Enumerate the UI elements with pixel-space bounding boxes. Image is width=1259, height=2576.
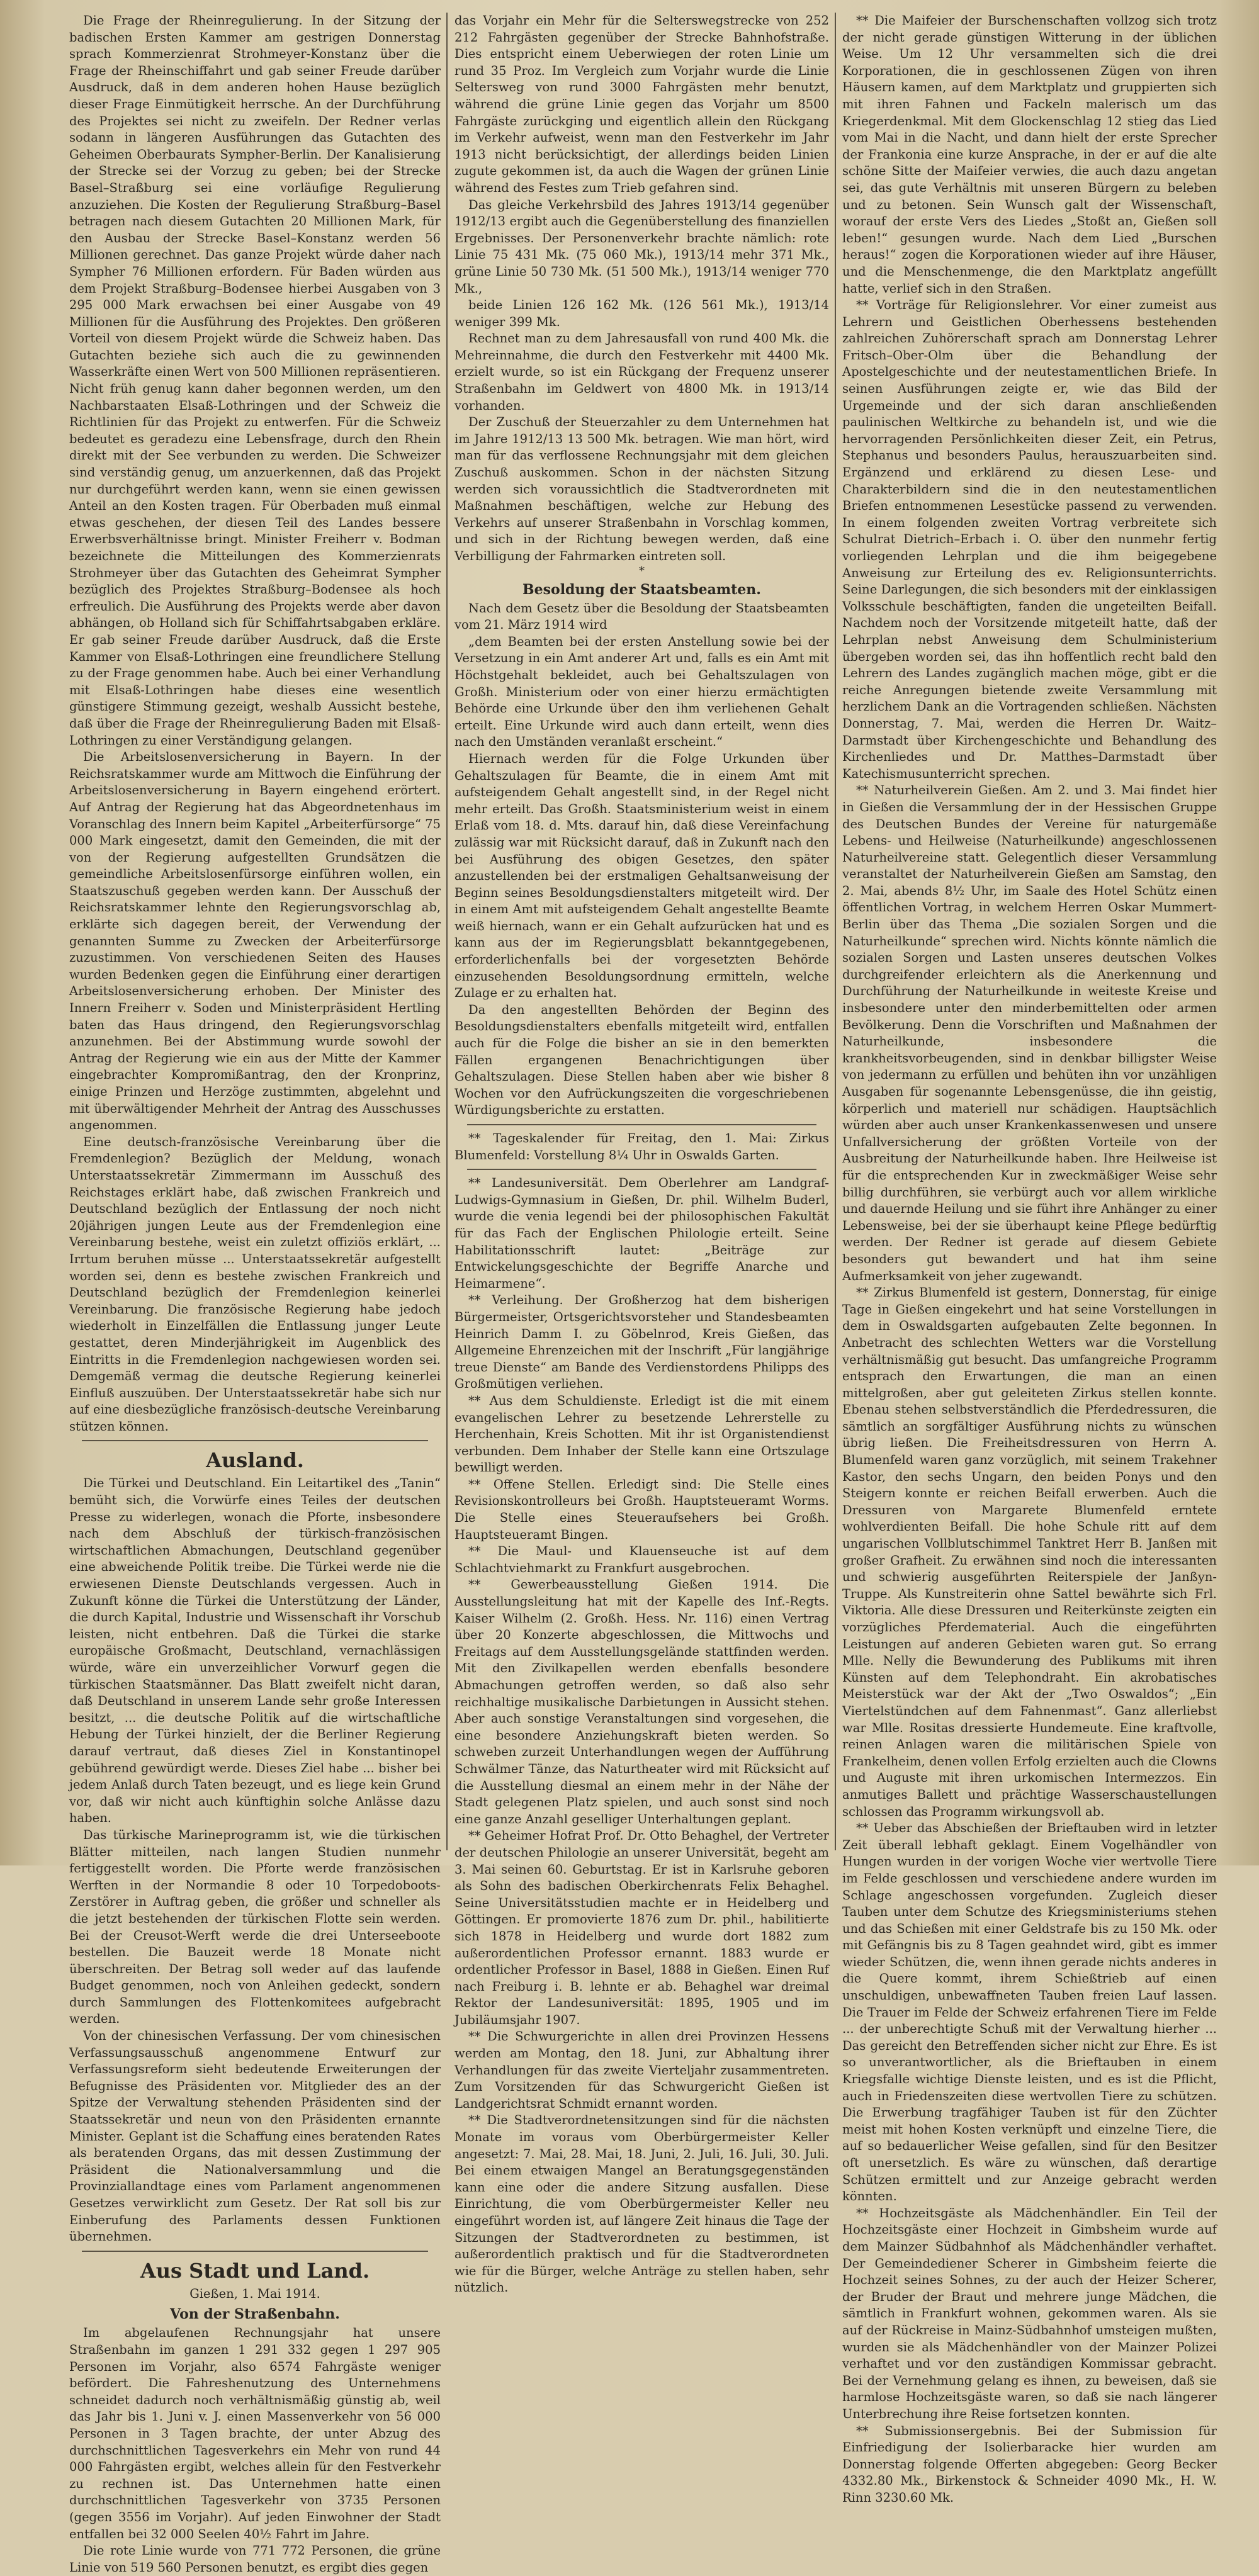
section-rule	[82, 2251, 428, 2252]
column-divider	[835, 13, 836, 1850]
column-divider	[446, 13, 448, 1850]
item-submissionsergebnis: ** Submissionsergebnis. Bei der Submission für Einfriedigung der Isolierbaracke hier wurden am Donnerstag folgende Offerten abgegeben: Georg Becker 4332.80 Mk., Birkenstock & Schneider 4090 Mk., H. W. Rinn 3230.60 Mk.	[842, 2423, 1217, 2505]
item-maifeier: ** Die Maifeier der Burschenschaften vollzog sich trotz der nicht gerade günstigen Witterung in der üblichen Weise. Um 12 Uhr versammelten sich die drei Korporationen, die in geschlossenen Zügen von ihren Häusern kamen, auf dem Marktplatz und gruppierten sich mit ihren Fahnen und Fackeln malerisch um das Kriegerdenkmal. Mit dem Glockenschlag 12 stieg das Lied vom Mai in die Nacht, und dann hielt der erste Sprecher der Frankonia eine kurze Ansprache, in der er auf die alte schöne Sitte der Maifeier verwies, die auch dazu angetan sei, das gute Verhältnis mit unseren Bürgern zu beleben und zu betonen. Sein Wunsch galt der Wissenschaft, worauf der erste Vers des Liedes „Stoßt an, Gießen soll leben!“ gesungen wurde. Nach dem Lied „Burschen heraus!“ zogen die Korporationen wieder auf ihre Häuser, und die Menschenmenge, die den Marktplatz angefüllt hatte, verlief sich in den Straßen.	[842, 13, 1217, 296]
item-religionslehrer: ** Vorträge für Religionslehrer. Vor einer zumeist aus Lehrern und Geistlichen Oberhessens bestehenden zahlreichen Zuhörerschaft sprach am Donnerstag Lehrer Fritsch–Ober-Olm über die Behandlung der Apostelgeschichte und der neutestamentlichen Briefe. In seinen Ausführungen zeigte er, wie das Bild der Urgemeinde und der sich daran anschließenden paulinischen Weltkirche zu behandeln ist, und wie die hervorragenden Persönlichkeiten dieser Zeit, ein Petrus, Stephanus und besonders Paulus, herauszuarbeiten sind. Ergänzend und erklärend zu diesen Lese- und Charakterbildern sind die in den neutestamentlichen Briefen entnommenen Lesestücke passend zu verwenden. In einem folgenden zweiten Vortrag verbreitete sich Schulrat Dietrich–Erbach i. O. über den nunmehr fertig vorliegenden Lehrplan und die ihm beigegebene Anweisung zur Erteilung des ev. Religionsunterrichts. Seine Darlegungen, die sich besonders mit der einklassigen Volksschule beschäftigten, fanden die ungeteilten Beifall. Nachdem noch der Vorsitzende mitgeteilt hatte, daß der Lehrplan nebst Anweisung dem Schulministerium übergeben worden sei, das ihn hoffentlich recht bald den Lehrern des Landes zugänglich machen möge, gibt er die reiche Anregungen bietende zweite Versammlung mit herzlichem Dank an die Vortragenden schließen. Nächsten Donnerstag, 7. Mai, werden die Herren Dr. Waitz–Darmstadt über Kirchengeschichte und Behandlung des Kirchenliedes und Dr. Matthes–Darmstadt über Katechismusunterricht sprechen.	[842, 298, 1217, 781]
section-title-ausland: Ausland.	[206, 1448, 304, 1473]
article-besoldung-quote: „dem Beamten bei der ersten Anstellung sowie bei der Versetzung in ein Amt anderer Art und, falls es ein Amt mit Höchstgehalt bekleidet, auch bei Gehaltszulagen von Großh. Ministerium oder von einer hierzu ermächtigten Behörde eine Urkunde über den ihm verliehenen Gehalt erteilt. Eine Urkunde wird auch dann erteilt, wenn dies nach den Umständen veranlaßt erscheint.“	[454, 634, 829, 750]
article-strassenbahn-5: beide Linien 126 162 Mk. (126 561 Mk.), 1913/14 weniger 399 Mk.	[454, 298, 829, 329]
item-naturheilverein: ** Naturheilverein Gießen. Am 2. und 3. Mai findet hier in Gießen die Versammlung der in der Hessischen Gruppe des Deutschen Bundes der Vereine für naturgemäße Lebens- und Heilweise (Naturheilkunde) angeschlossenen Naturheilvereine statt. Gelegentlich dieser Versammlung veranstaltet der Naturheilverein Gießen am Samstag, den 2. Mai, abends 8½ Uhr, im Saale des Hotel Schütz einen öffentlichen Vortrag, in welchem Herren Oskar Mummert-Berlin über das Thema „Die sozialen Sorgen und die Naturheilkunde“ sprechen wird. Nichts könnte nämlich die sozialen Sorgen und Lasten unseres deutschen Volkes durchgreifender erleichtern als die Anerkennung und Durchführung der Naturheilkunde in weiteste Kreise und insbesondere unter den minderbemittelten oder armen Bevölkerung. Denn die Vorschriften und Maßnahmen der Naturheilkunde, insbesondere die krankheitsvorbeugenden, sind in denkbar billigster Weise von jedermann zu erfüllen und behüten ihn vor unzähligen Ausgaben für sogenannte Lebensgenüsse, die ihn geistig, körperlich und materiell nur schädigen. Hauptsächlich würden aber auch unser Krankenkassenwesen und unsere Unfallversicherung der größten Vorteile von der Ausbreitung der Naturheilkunde haben. Ihre Heilweise ist für die entsprechenden Kur in zweckmäßiger Weise sehr billig durchführen, sie verbürgt auch vor allem wirkliche und dauernde Heilung und sie führt ihre Anhänger zu einer Lebensweise, bei der sie überhaupt keine Pflege bedürftig werden. Der Redner ist gerade auf diesem Gebiete besonders gut bewandert und hat ihm seine Aufmerksamkeit von jeher zugewandt.	[842, 783, 1217, 1283]
article-strassenbahn-1: Im abgelaufenen Rechnungsjahr hat unsere Straßenbahn im ganzen 1 291 332 gegen 1 297 905 Personen im Vorjahr, also 6574 Fahrgäste weniger befördert. Die Fahreshenutzung des Unternehmens schneidet dadurch noch verhältnismäßig günstig ab, weil das Jahr bis 1. Juni v. J. einen Massenverkehr von 56 000 Personen in 3 Tagen brachte, der unter Abzug des durchschnittlichen Tagesverkehrs ein Mehr von rund 44 000 Fahrgästen ergibt, welches allein für den Festverkehr zu rechnen ist. Das Unternehmen hatte einen durchschnittlichen Tagesverkehr von 3735 Personen (gegen 3556 im Vorjahr). Auf jeden Einwohner der Stadt entfallen bei 32 000 Seelen 40½ Fahrt im Jahre.	[69, 2326, 441, 2541]
item-verleihung: ** Verleihung. Der Großherzog hat dem bisherigen Bürgermeister, Ortsgerichtsvorsteher und Standesbeamten Heinrich Damm I. zu Göbelnrod, Kreis Gießen, das Allgemeine Ehrenzeichen mit der Inschrift „Für langjährige treue Dienste“ am Bande des Verdienstordens Philipps des Großmütigen verliehen.	[454, 1293, 829, 1392]
column-right	[842, 13, 1217, 2505]
item-zirkus-blumenfeld: ** Zirkus Blumenfeld ist gestern, Donnerstag, für einige Tage in Gießen eingekehrt und hat seine Vorstellungen in dem in Oswaldsgarten aufgebauten Zelte begonnen. In Anbetracht des schlechten Wetters war die Vorstellung verhältnismäßig gut besucht. Das umfangreiche Programm entsprach den Erwartungen, die man an einen mittelgroßen, aber gut geleiteten Zirkus stellen konnte. Ebenau stehen selbstverständlich die Pferdedressuren, die sämtlich an sorgfältiger Ausführung nichts zu wünschen übrig ließen. Die Freiheitsdressuren von Herrn A. Blumenfeld waren ganz vorzüglich, mit seinem Trakehner Kastor, den sechs Ungarn, den beiden Ponys und den Steigern konnte er reichen Beifall erwerben. Auch die Dressuren von Margarete Blumenfeld erntete wohlverdienten Beifall. Die hohe Schule ritt auf dem ungarischen Vollblutschimmel Tanktret Herr B. Janßen mit großer Grafheit. Zu erwähnen sind noch die interessanten und schwierig ausgeführten Reiterspiele der Janßyn-Truppe. Als Kunstreiterin ohne Sattel bewährte sich Frl. Viktoria. Alle diese Dressuren und Reiterkünste zeigten ein vorzügliches Pferdematerial. Auch die eingeführten Leistungen auf anderen Gebieten waren gut. So errang Mlle. Nelly die Bewunderung des Publikums mit ihren Künsten auf dem Telephondraht. Ein akrobatisches Meisterstück war der Akt der „Two Oswaldos“; „Ein Viertelstündchen auf dem Fahnenmast“. Ganz allerliebst war Mlle. Rositas dressierte Hundemeute. Eine kraftvolle, reinen Anlagen waren die militärischen Spiele von Frankelheim, denen vollen Erfolg erzielten auch die Clowns und Auguste mit ihren urkomischen Intermezzos. Ein anmutiges Ballett und prächtige Wasserschaustellungen schlossen das Programm wirkungsvoll ab.	[842, 1285, 1217, 1819]
article-fremdenlegion: Eine deutsch-französische Vereinbarung über die Fremdenlegion? Bezüglich der Meldung, wonach Unterstaatssekretär Zimmermann im Ausschuß des Reichstages erklärt habe, daß zwischen Frankreich und Deutschland bezüglich der Entlassung der noch nicht 20jährigen jungen Leute aus der Fremdenlegion eine Vereinbarung bestehe, weist ein zuletzt offiziös erklärt, ... Irrtum beruhen müsse ... Unterstaatssekretär aufgestellt worden sei, denn es bestehe zwischen Frankreich und Deutschland bezüglich der Fremdenlegion keinerlei Vereinbarung. Die französische Regierung habe jedoch wiederholt in Einzelfällen die Entlassung junger Leute gestattet, deren Minderjährigkeit im Augenblick des Eintritts in die Fremdenlegion nachgewiesen worden sei. Demgemäß vermag die deutsche Regierung keinerlei Einfluß auszuüben. Der Unterstaatssekretär habe sich nur auf eine diesbezügliche französisch-deutsche Vereinbarung stützen können.	[69, 1134, 441, 1434]
article-strassenbahn-6: Rechnet man zu dem Jahresausfall von rund 400 Mk. die Mehreinnahme, die durch den Festverkehr mit 4400 Mk. erzielt wurde, so ist ein Rückgang der Frequenz unserer Straßenbahn im Geldwert von 4800 Mk. in 1913/14 vorhanden.	[454, 331, 829, 413]
article-strassenbahn-3: das Vorjahr ein Mehr für die Selterswegstrecke von 252 212 Fahrgästen gegenüber der Strecke Bahnhofstraße. Dies entspricht einem Ueberwiegen der roten Linie um rund 35 Proz. Im Vergleich zum Vorjahr wurde die Linie Seltersweg von rund 3000 Fahrgästen mehr benutzt, während die grüne Linie gegen das Vorjahr um 8500 Fahrgäste zurückging und eigentlich allein den Rückgang im Verkehr aufweist, wenn man den Festverkehr im Jahr 1913 nicht berücksichtigt, der allerdings beiden Linien zugute gekommen ist, da auch die Wagen der grünen Linie während des Festes zum Trieb gefahren sind.	[454, 13, 829, 195]
item-schuldienst: ** Aus dem Schuldienste. Erledigt ist die mit einem evangelischen Lehrer zu besetzende Lehrerstelle zu Herchenhain, Kreis Schotten. Mit ihr ist Organistendienst verbunden. Dem Inhaber der Stelle kann eine Ortszulage bewilligt werden.	[454, 1393, 829, 1475]
article-strassenbahn-7: Der Zuschuß der Steuerzahler zu dem Unternehmen hat im Jahre 1912/13 13 500 Mk. betragen. Wie man hört, wird man für das verflossene Rechnungsjahr mit dem gleichen Zuschuß auskommen. Schon in der nächsten Sitzung werden sich voraussichtlich die Stadtverordneten mit Maßnahmen beschäftigen, welche zur Hebung des Verkehrs auf unserer Straßenbahn in Vorschlag kommen, und sich in der Richtung bewegen werden, daß eine Verbilligung der Fahrmarken eintreten soll.	[454, 415, 829, 563]
item-offene-stellen: ** Offene Stellen. Erledigt sind: Die Stelle eines Revisionskontrolleurs bei Großh. Hauptsteueramt Worms. Die Stelle eines Steueraufsehers bei Großh. Hauptsteueramt Bingen.	[454, 1476, 829, 1542]
article-besoldung-3: Da den angestellten Behörden der Beginn des Besoldungsdienstalters ebenfalls mitgeteilt wird, entfallen auch für die Folge die bisher an sie in den bemerkten Fällen ergangenen Benachrichtigungen über Gehaltszulagen. Diese Stellen haben aber wie bisher 8 Wochen vor den Aufrückungszeiten die vorgeschriebenen Würdigungsberichte zu erstatten.	[454, 1002, 829, 1118]
item-brieftauben: ** Ueber das Abschießen der Brieftauben wird in letzter Zeit überall lebhaft geklagt. Einem Vogelhändler von Hungen wurden in der vorigen Woche vier wertvolle Tiere im Felde geschlossen und verschiedene andere wurden im Schlage angeschossen vorgefunden. Zugleich dieser Tauben unter dem Schutze des Kriegsministeriums stehen und das Schießen mit einer Geldstrafe bis zu 150 Mk. oder mit Gefängnis bis zu 8 Tagen geahndet wird, gibt es immer wieder Schützen, die, wenn ihnen gerade nichts anderes in die Quere kommt, ihrem Schießtrieb auf einen unschuldigen, unbewaffneten Tauben freien Lauf lassen. Die Trauer im Felde der Schweiz erfahrenen Tiere im Felde ... der unberechtigte Schuß mit der Verwaltung hierher ... Das gereicht den Betreffenden sicher nicht zur Ehre. Es ist so unverantwortlicher, als die Brieftauben in einem Kriegsfalle wichtige Dienste leisten, und es ist die Pflicht, auch in Friedenszeiten diese wertvollen Tiere zu schützen. Die Erwerbung tragfähiger Tauben ist für den Züchter meist mit hohen Kosten verknüpft und einzelne Tiere, die auf so bedauerlicher Weise gefallen, sind für den Besitzer oft unersetzlich. Es wäre zu wünschen, daß derartige Schützen ermittelt und zur Anzeige gebracht werden könnten.	[842, 1821, 1217, 2204]
article-arbeitslosenversicherung: Die Arbeitslosenversicherung in Bayern. In der Reichsratskammer wurde am Mittwoch die Einführung der Arbeitslosenversicherung in Bayern eingehend erörtert. Auf Antrag der Regierung hat das Abgeordnetenhaus im Voranschlag des Innern beim Kapitel „Arbeiterfürsorge“ 75 000 Mark eingesetzt, damit den Gemeinden, die mit der von der Regierung aufgestellten Grundsätzen die gemeindliche Arbeitslosenfürsorge einführen wollen, ein Staatszuschuß gegeben werden kann. Der Ausschuß der Reichsratskammer lehnte den Regierungsvorschlag ab, erklärte sich dagegen bereit, der Verwendung der genannten Summe zu Zwecken der Arbeiterfürsorge zuzustimmen. Von verschiedenen Seiten des Hauses wurden Bedenken gegen die Einführung einer derartigen Arbeitslosenversicherung erhoben. Der Minister des Innern Freiherr v. Soden und Ministerpräsident Hertling baten das Haus dringend, den Regierungsvorschlag anzunehmen. Bei der Abstimmung wurde sowohl der Antrag der Regierung wie ein aus der Mitte der Kammer eingebrachter Kompromißantrag, den der Kronprinz, einige Prinzen und Herzöge zustimmten, abgelehnt und mit überwältigender Mehrheit der Antrag des Ausschusses angenommen.	[69, 750, 441, 1133]
item-gewerbeausstellung: ** Gewerbeausstellung Gießen 1914. Die Ausstellungsleitung hat mit der Kapelle des Inf.-Regts. Kaiser Wilhelm (2. Großh. Hess. Nr. 116) einen Vertrag über 20 Konzerte abgeschlossen, die Mittwochs und Freitags auf dem Ausstellungsgelände stattfinden werden. Mit den Zivilkapellen werden ebenfalls besondere Abmachungen getroffen werden, so daß also sehr reichhaltige musikalische Darbietungen in Aussicht stehen. Aber auch sonstige Veranstaltungen sind vorgesehen, die eine besondere Anziehungskraft bieten werden. So schweben zurzeit Unterhandlungen wegen der Aufführung Schwälmer Tänze, das Naturtheater wird mit Rücksicht auf die Ausstellung diesmal an einem mehr in der Nähe der Stadt gelegenen Platz spielen, und auch sonst sind noch eine ganze Anzahl geselliger Unterhaltungen geplant.	[454, 1577, 829, 1826]
article-marineprogramm: Das türkische Marineprogramm ist, wie die türkischen Blätter mitteilen, nach langen Studien nunmehr fertiggestellt worden. Die Pforte werde französischen Werften in der Normandie 8 oder 10 Torpedoboots-Zerstörer in Auftrag geben, die größer und schneller als die jetzt bestehenden der türkischen Flotte sein werden. Bei der Creusot-Werft werde die drei Unterseeboote bestellen. Die Bauzeit werde 18 Monate nicht überschreiten. Der Betrag soll weder auf das laufende Budget genommen, noch von Anleihen gedeckt, sondern durch Sammlungen des Flottenkomitees aufgebracht werden.	[69, 1827, 441, 2027]
separator-star: *	[639, 564, 645, 578]
section-title-stadt-und-land: Aus Stadt und Land.	[140, 2258, 370, 2283]
article-tuerkei-deutschland: Die Türkei und Deutschland. Ein Leitartikel des „Tanin“ bemüht sich, die Vorwürfe eines Teiles der deutschen Presse zu widerlegen, wonach die Pforte, insbesondere nach dem Abschluß der türkisch-französischen wirtschaftlichen Abmachungen, Deutschland gegenüber eine abweichende Politik treibe. Die Türkei werde nie die erwiesenen Dienste Deutschlands vergessen. Auch in Zukunft könne die Türkei die Unterstützung der Länder, die durch Kapital, Industrie und Wissenschaft ihr Vorschub leisten, nicht entbehren. Daß die Türkei die starke europäische Großmacht, Deutschland, vernachlässigen würde, wäre ein unverzeihlicher Vorwurf gegen die türkischen Staatsmänner. Das Blatt zweifelt nicht daran, daß Deutschland in unserem Lande sehr große Interessen besitzt, ... die deutsche Politik auf die wirtschaftliche Hebung der Türkei hinzielt, der die Berliner Regierung darauf vertraut, daß dieses Ziel in Konstantinopel gebührend gewürdigt werde. Dieses Ziel habe ... bisher bei jedem Anlaß durch Taten bezeugt, und es liege kein Grund vor, daß wir nicht auch künftighin solche Anlässe dazu haben.	[69, 1476, 441, 1826]
item-schwurgerichte: ** Die Schwurgerichte in allen drei Provinzen Hessens werden am Montag, den 18. Juni, zur Abhaltung ihrer Verhandlungen für das zweite Vierteljahr zusammentreten. Zum Vorsitzenden für das Schwurgericht Gießen ist Landgerichtsrat Schmidt ernannt worden.	[454, 2029, 829, 2111]
item-maul-und-klauenseuche: ** Die Maul- und Klauenseuche ist auf dem Schlachtviehmarkt zu Frankfurt ausgebrochen.	[454, 1544, 829, 1575]
page-fold-left	[0, 0, 44, 1865]
article-besoldung-1: Nach dem Gesetz über die Besoldung der Staatsbeamten vom 21. März 1914 wird	[454, 600, 829, 633]
article-strassenbahn-2: Die rote Linie wurde von 771 772 Personen, die grüne Linie von 519 560 Personen benutzt, es ergibt dies gegen	[69, 2543, 441, 2575]
dateline: Gießen, 1. Mai 1914.	[189, 2286, 320, 2301]
article-chinesische-verfassung: Von der chinesischen Verfassung. Der vom chinesischen Verfassungsausschuß angenommene Entwurf zur Verfassungsreform sieht bedeutende Erweiterungen der Befugnisse des Präsidenten vor. Mitglieder des an der Spitze der Verwaltung stehenden Präsidenten sind der Staatssekretär und neun von den Präsidenten ernannte Minister. Geplant ist die Schaffung eines beratenden Rates als beratenden Organs, das mit dessen Zustimmung der Präsident die Nationalversammlung und die Provinziallandtage eines vom Parlament angenommenen Gesetzes verwirklicht zum Gesetz. Der Rat soll bis zur Einberufung des Parlaments dessen Funktionen übernehmen.	[69, 2028, 441, 2244]
item-stadtverordnetensitzungen: ** Die Stadtverordnetensitzungen sind für die nächsten Monate im voraus vom Oberbürgermeister Keller angesetzt: 7. Mai, 28. Mai, 18. Juni, 2. Juli, 16. Juli, 30. Juli. Bei einem etwaigen Mangel an Beratungsgegenständen kann eine oder die andere Sitzung ausfallen. Diese Einrichtung, die vom Oberbürgermeister Keller neu eingeführt worden ist, auf längere Zeit hinaus die Tage der Sitzungen der Stadtverordneten zu bestimmen, ist außerordentlich praktisch und für die Stadtverordneten wie für die Bürger, welche Anträge zu stellen haben, sehr nützlich.	[454, 2113, 829, 2295]
headline-strassenbahn: Von der Straßenbahn.	[170, 2306, 340, 2323]
item-behaghel: ** Geheimer Hofrat Prof. Dr. Otto Behaghel, der Vertreter der deutschen Philologie an unserer Universität, begeht am 3. Mai seinen 60. Geburtstag. Er ist in Karlsruhe geboren als Sohn des badischen Oberkirchenrats Felix Behaghel. Seine Universitätsstudien machte er in Heidelberg und Göttingen. Er promovierte 1876 zum Dr. phil., habilitierte sich 1878 in Heidelberg und wurde dort 1882 zum außerordentlichen Professor ernannt. 1883 wurde er ordentlicher Professor in Basel, 1888 in Gießen. Einen Ruf nach Freiburg i. B. lehnte er ab. Behaghel war dreimal Rektor der Landesuniversität: 1895, 1905 und im Jubiläumsjahr 1907.	[454, 1828, 829, 2027]
section-rule	[82, 1440, 428, 1441]
section-rule	[467, 1124, 816, 1125]
article-besoldung-2: Hiernach werden für die Folge Urkunden über Gehaltszulagen für Beamte, die in einem Amt mit aufsteigendem Gehalt angestellt sind, in der Regel nicht mehr erteilt. Das Großh. Staatsministerium weist in einem Erlaß vom 18. d. Mts. darauf hin, daß diese Vereinfachung zulässig war mit Rücksicht darauf, daß in Zukunft nach den bei Ausführung des obigen Gesetzes, den später anzustellenden bei der erstmaligen Gehaltsanweisung der Beginn seines Besoldungsdienstalters mitgeteilt wird. Der in einem Amt mit aufsteigendem Gehalt angestellte Beamte weiß hiernach, wann er ein Gehalt aufzurücken hat und es kann aus der im Regierungsblatt bekanntgegebenen, erforderlichenfalls bei der vorgesetzten Behörde einzusehenden Besoldungsordnung ermitteln, welche Zulage er zu erhalten hat.	[454, 751, 829, 1001]
column-left	[69, 13, 441, 2575]
article-rheinregulierung: Die Frage der Rheinregulierung. In der Sitzung der badischen Ersten Kammer am gestrigen Donnerstag sprach Kommerzienrat Strohmeyer-Konstanz über die Frage der Rheinschiffahrt und gab seiner Freude darüber Ausdruck, daß in dem anderen hohen Hause bezüglich dieser Frage Einmütigkeit herrsche. An der Durchführung des Projektes sei nicht zu zweifeln. Der Redner verlas sodann in längeren Ausführungen das Gutachten des Geheimen Oberbaurats Sympher-Berlin. Der Kanalisierung der Strecke sei der Vorzug zu geben; bei der Strecke Basel–Straßburg sei eine vorläufige Regulierung anzuziehen. Die Kosten der Regulierung Straßburg–Basel betragen nach diesem Gutachten 20 Millionen Mark, für den Ausbau der Strecke Basel–Konstanz werden 56 Millionen gerechnet. Das ganze Projekt würde daher nach Sympher 76 Millionen erfordern. Für Baden würden aus dem Projekt Straßburg–Bodensee hierbei Ausgaben von 3 295 000 Mark erwachsen bei einer Ausgabe von 49 Millionen für die Ausführung des Projektes. Den größeren Vorteil von diesem Projekt würde die Schweiz haben. Das Gutachten beziehe sich auch die zu gewinnenden Wasserkräfte einen Wert von 500 Millionen repräsentieren. Nicht früh genug kann daher begonnen werden, um den Nachbarstaaten Elsaß-Lothringen und der Schweiz die Richtlinien für das Projekt zu entwerfen. Für die Schweiz bedeutet es geradezu eine Lebensfrage, durch den Rhein direkt mit der See verbunden zu werden. Die Schweizer sind verständig genug, um anzuerkennen, daß das Projekt nur durchgeführt werden kann, wenn sie einen gewissen Anteil an den Kosten tragen. Für Oberbaden muß einmal etwas geschehen, der diesen Teil des Landes bessere Erwerbsverhältnisse bringt. Minister Freiherr v. Bodman bezeichnete die Mitteilungen des Kommerzienrats Strohmeyer über das Gutachten des Geheimrat Sympher bezüglich des Projektes Straßburg–Bodensee als hoch erfreulich. Die Ausführung des Projekts werde aber davon abhängen, ob Holland sich für Schiffahrtsabgaben erkläre. Er gab seiner Freude darüber Ausdruck, daß die Erste Kammer von Elsaß-Lothringen eine freundlichere Stellung zu der Frage genommen habe. Auch bei einer Verhandlung mit Elsaß-Lothringen habe dieses eine wesentlich günstigere Stimmung gezeigt, weshalb Aussicht bestehe, daß über die Frage der Rheinregulierung Baden mit Elsaß-Lothringen zu einer Verständigung gelangen.	[69, 13, 441, 748]
item-landesuniversitaet: ** Landesuniversität. Dem Oberlehrer am Landgraf-Ludwigs-Gymnasium in Gießen, Dr. phil. Wilhelm Buderl, wurde die venia legendi bei der philosophischen Fakultät für das Fach der Englischen Philologie erteilt. Seine Habilitationsschrift lautet: „Beiträge zur Entwickelungsgeschichte der Begriffe Anarche und Heimarmene“.	[454, 1176, 829, 1291]
article-strassenbahn-4: Das gleiche Verkehrsbild des Jahres 1913/14 gegenüber 1912/13 ergibt auch die Gegenüberstellung des finanziellen Ergebnisses. Der Personenverkehr brachte nämlich: rote Linie 75 431 Mk. (75 060 Mk.), 1913/14 mehr 371 Mk., grüne Linie 50 730 Mk. (51 500 Mk.), 1913/14 weniger 770 Mk.,	[454, 197, 829, 296]
headline-besoldung: Besoldung der Staatsbeamten.	[522, 581, 761, 598]
item-hochzeitsgaeste: ** Hochzeitsgäste als Mädchenhändler. Ein Teil der Hochzeitsgäste einer Hochzeit in Gimbsheim wurde auf dem Mainzer Südbahnhof als Mädchenhändler verhaftet. Der Gemeindediener Scherer in Gimbsheim feierte die Hochzeit seines Sohnes, zu der auch der Heizer Scherer, der Bruder der Braut und mehrere junge Mädchen, die sämtlich in Frankfurt wohnen, gekommen waren. Als sie auf der Rückreise in Mainz-Südbahnhof umsteigen mußten, wurden sie als Mädchenhändler von der Mainzer Polizei verhaftet und vor den zuständigen Kommissar gebracht. Bei der Vernehmung gelang es ihnen, zu beweisen, daß sie harmlose Hochzeitsgäste waren, so daß sie nach längerer Unterbrechung ihre Reise fortsetzen konnten.	[842, 2205, 1217, 2421]
item-tageskalender: ** Tageskalender für Freitag, den 1. Mai: Zirkus Blumenfeld: Vorstellung 8¼ Uhr in Oswalds Garten.	[454, 1131, 829, 1162]
section-rule	[467, 1169, 816, 1170]
page-fold-right	[1221, 0, 1259, 1865]
column-middle	[454, 13, 829, 2295]
